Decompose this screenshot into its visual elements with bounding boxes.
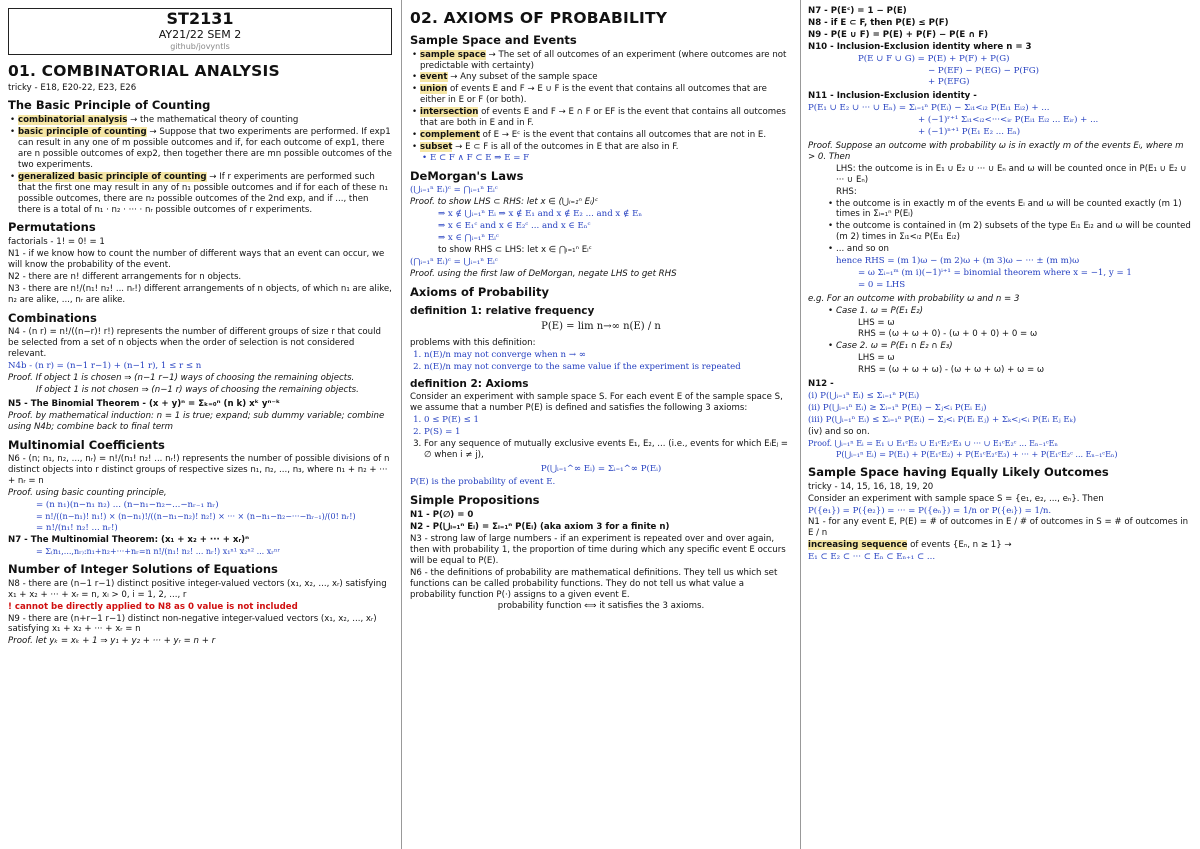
n10-formula: + P(EFG) (928, 77, 970, 88)
list-item (18, 115, 392, 126)
heading-multinomial: Multinomial Coefficients (8, 437, 165, 452)
multi-formula: = (n n₁)(n−n₁ n₂) ... (n−n₁−n₂−...−nᵣ₋₁ nᵣ) (36, 500, 219, 511)
heading-permutations: Permutations (8, 220, 96, 235)
multi-formula: = n!/(n₁! n₂! ... nᵣ!) (36, 523, 118, 534)
column-axioms (402, 0, 800, 849)
equal-line: tricky - 14, 15, 16, 18, 19, 20 (808, 481, 934, 492)
multinomial-theorem: N7 - The Multinomial Theorem: (x₁ + x₂ + ··· + xᵣ)ⁿ (8, 534, 249, 545)
heading-simple-propositions: Simple Propositions (410, 493, 540, 508)
example-line: RHS = (ω + ω + 0) - (ω + 0 + 0) + 0 = ω (858, 329, 1038, 340)
heading-def2: definition 2: Axioms (410, 377, 529, 390)
n12-line: (iv) and so on. (808, 426, 870, 437)
n11-title: N11 - Inclusion-Exclusion identity - (808, 91, 977, 102)
comb-line: N4 - (n r) = n!/((n−r)! r!) represents the number of different groups of size r that could be selected from a set of n objects when the order of selection is not considered relevant. (8, 327, 381, 360)
demorgan-step: ⇒ x ∈ ⋂ᵢ₌₁ⁿ Eᵢᶜ (438, 233, 499, 244)
def2-note: P(E) is the probability of event E. (410, 477, 556, 488)
list-item: • Case 2. ω = P(E₁ ∩ E₂ ∩ E₃) (836, 341, 1192, 352)
heading-equally-likely: Sample Space having Equally Likely Outcomes (808, 464, 1109, 479)
list-item: • E ⊂ F ∧ F ⊂ E ⇒ E = F (430, 153, 792, 164)
definition: of events {Eₙ, n ≥ 1} → (907, 540, 1012, 551)
n12-line: (i) P(⋃ᵢ₌₁ⁿ Eᵢ) ≤ Σᵢ₌₁ⁿ P(Eᵢ) (808, 391, 920, 401)
sub-list (420, 153, 792, 164)
n10-formula: − P(EF) − P(EG) − P(FG) (928, 65, 1039, 76)
warning-note: ! cannot be directly applied to N8 as 0 value is not included (8, 601, 298, 612)
demorgan-law-1: (⋃ᵢ₌₁ⁿ Eᵢ)ᶜ = ⋂ᵢ₌₁ⁿ Eᵢᶜ (410, 185, 498, 196)
list-item: • the outcome is contained in (m 2) subsets of the type Eᵢ₁ Eᵢ₂ and ω will be counted (m 2) times in Σᵢ₁<ᵢ₂ P(Eᵢ₁ Eᵢ₂) (836, 221, 1192, 243)
example-list (808, 306, 1192, 317)
proof-line: RHS: (836, 186, 857, 197)
column-propositions (800, 0, 1200, 849)
fit-wrapper (8, 8, 392, 647)
multi-formula: = n!/((n−n₁)! n₁!) × (n−n₁)!/((n−n₁−n₂)! n₂!) × ··· × (n−n₁−n₂−···−nᵣ₋₁)/(0! nᵣ!) (36, 511, 356, 521)
axiom3-formula: P(⋃ᵢ₌₁^∞ Eᵢ) = Σᵢ₌₁^∞ P(Eᵢ) (540, 463, 662, 474)
demorgan-step: ⇒ x ∉ ⋃ᵢ₌₁ⁿ Eᵢ ⇒ x ∉ E₁ and x ∉ E₂ ... and x ∉ Eₙ (438, 209, 643, 220)
demorgan-law-2: (⋂ᵢ₌₁ⁿ Eᵢ)ᶜ = ⋃ᵢ₌₁ⁿ Eᵢᶜ (410, 256, 498, 267)
heading-demorgan: DeMorgan's Laws (410, 168, 524, 183)
semester: AY21/22 SEM 2 (158, 28, 242, 42)
term: complement (420, 129, 480, 140)
example-line: LHS = ω (858, 317, 895, 328)
list-item: 2. P(S) = 1 (424, 427, 792, 438)
demorgan-proof: Proof. to show LHS ⊂ RHS: let x ∈ (⋃ᵢ₌₁ⁿ Eᵢ)ᶜ (410, 197, 599, 208)
n11-formula: P(E₁ ∪ E₂ ∪ ··· ∪ Eₙ) = Σᵢ₌₁ⁿ P(Eᵢ) − Σᵢ₁<ᵢ₂ P(Eᵢ₁ Eᵢ₂) + ... (808, 103, 1050, 114)
section-title-combinatorial: 01. COMBINATORIAL ANALYSIS (8, 61, 280, 80)
term: union (420, 84, 448, 95)
list-item: • ... and so on (836, 244, 1192, 255)
list-item: • the outcome is in exactly m of the events Eᵢ and ω will be counted exactly (m 1) times in Σᵢ₌₁ⁿ P(Eᵢ) (836, 199, 1192, 221)
n12-title: N12 - (808, 379, 834, 390)
fit-wrapper (808, 6, 1192, 563)
list-item (420, 72, 792, 83)
list-item (18, 172, 392, 216)
definition: → Suppose that two experiments are performed. If exp1 can result in any one of m possible outcomes and if, for each outcome of exp1, there are n possible outcomes of exp2, then together there are mn possible outcomes of the two experiments. (18, 127, 392, 170)
list-item (420, 130, 792, 141)
perm-line: N1 - if we know how to count the number of different ways that an event can occur, we will know the probability of the event. (8, 249, 385, 271)
definition: → The set of all outcomes of an experiment (where outcomes are not predictable with certainty) (420, 49, 787, 71)
prop-line: N1 - P(∅) = 0 (410, 510, 474, 521)
heading-combinations: Combinations (8, 310, 97, 325)
prop-line: N9 - P(E ∪ F) = P(E) + P(F) − P(E ∩ F) (808, 29, 989, 40)
def2-intro: Consider an experiment with sample space S. For each event E of the sample space S, we assume that a number P(E) is defined and satisfies the following 3 axioms: (410, 392, 783, 414)
term: intersection (420, 107, 479, 118)
perm-line: N2 - there are n! different arrangements for n objects. (8, 271, 242, 282)
term: generalized basic principle of counting (18, 171, 207, 182)
prop-line: N7 - P(Eᶜ) = 1 − P(E) (808, 6, 907, 16)
list-item (420, 142, 792, 164)
term: increasing sequence (808, 540, 908, 551)
heading-axioms: Axioms of Probability (410, 284, 549, 299)
definition: → If r experiments are performed such that the first one may result in any of n₁ possible outcomes and if for each of these n₁ possible outcomes, there are n₂ possible outcomes of the 2nd exp, and if ..., then there is a total of n₁ · n₂ · ··· · nᵣ possible outcomes of r experiments. (18, 171, 388, 215)
list-item: 3. For any sequence of mutually exclusive events E₁, E₂, ... (i.e., events for which EᵢEⱼ = ∅ when i ≠ j), (424, 439, 792, 461)
n11-formula: + (−1)ʳ⁺¹ Σᵢ₁<ᵢ₂<···<ᵢᵣ P(Eᵢ₁ Eᵢ₂ ... Eᵢᵣ) + ... (918, 115, 1099, 126)
list-item: 2. n(E)/n may not converge to the same value if the experiment is repeated (424, 362, 792, 373)
demorgan-step: to show RHS ⊂ LHS: let x ∈ ⋂ᵢ₌₁ⁿ Eᵢᶜ (438, 245, 592, 255)
multinomial-formula: = Σ₍n₁,...,nᵣ₎:n₁+n₂+···+nᵣ=n n!/(n₁! n₂! ... nᵣ!) x₁ⁿ¹ x₂ⁿ² ... xᵣⁿʳ (36, 546, 281, 556)
proof-list (808, 199, 1192, 256)
int-proof: Proof. let yₖ = xₖ + 1 ⇒ y₁ + y₂ + ··· + yᵣ = n + r (8, 636, 216, 647)
increasing-sequence-formula: E₁ ⊂ E₂ ⊂ ··· ⊂ Eₙ ⊂ Eₙ₊₁ ⊂ ... (808, 552, 936, 563)
int-line: N9 - there are (n+r−1 r−1) distinct non-negative integer-valued vectors (x₁, x₂, ..., xᵣ) satisfying x₁ + x₂ + ··· + xᵣ = n (8, 613, 377, 635)
heading-integer-solutions: Number of Integer Solutions of Equations (8, 562, 278, 577)
int-line: N8 - there are (n−1 r−1) distinct positive integer-valued vectors (x₁, x₂, ..., xᵣ) satisfying x₁ + x₂ + ··· + xᵣ = n, xᵢ > 0, i = 1, 2, ..., r (8, 578, 387, 600)
increasing-sequence-line (808, 540, 1192, 551)
list-item: • Case 1. ω = P(E₁ E₂) (836, 306, 1192, 317)
proof-end: = ω Σᵢ₌₁ᵐ (m i)(−1)ⁱ⁺¹ = binomial theorem where x = −1, y = 1 (858, 267, 1132, 278)
relative-frequency-formula: P(E) = lim n→∞ n(E) / n (541, 321, 661, 333)
course-code: ST2131 (166, 9, 234, 28)
example-line: LHS = ω (858, 353, 895, 364)
n12-proof: P(⋃ᵢ₌₁ⁿ Eᵢ) = P(E₁) + P(E₁ᶜE₂) + P(E₁ᶜE₂ᶜE₃) + ··· + P(E₁ᶜE₂ᶜ ... Eₙ₋₁ᶜEₙ) (836, 449, 1118, 459)
comb-formula: N4b - (n r) = (n−1 r−1) + (n−1 r), 1 ≤ r ≤ n (8, 361, 202, 372)
list-item (420, 50, 792, 72)
multi-proof: Proof. using basic counting principle, (8, 488, 167, 499)
def1-list (410, 350, 792, 373)
demorgan-proof-2: Proof. using the first law of DeMorgan, negate LHS to get RHS (410, 268, 677, 279)
equal-line: N1 - for any event E, P(E) = # of outcomes in E / # of outcomes in S = # of outcomes in E / n (808, 517, 1189, 539)
title-box (8, 8, 392, 55)
comb-proof: Proof. If object 1 is chosen ⇒ (n−1 r−1) ways of choosing the remaining objects. (8, 373, 355, 384)
tricky-list: tricky - E18, E20-22, E23, E26 (8, 82, 137, 93)
section-title-axioms: 02. AXIOMS OF PROBABILITY (410, 9, 668, 27)
n11-formula: + (−1)ⁿ⁺¹ P(E₁ E₂ ... Eₙ) (918, 127, 1021, 138)
heading-sample-space: Sample Space and Events (410, 32, 577, 47)
n12-proof: Proof. ⋃ᵢ₌₁ⁿ Eᵢ = E₁ ∪ E₁ᶜE₂ ∪ E₁ᶜE₂ᶜE₃ ∪ ··· ∪ E₁ᶜE₂ᶜ ... Eₙ₋₁ᶜEₙ (808, 438, 1058, 448)
heading-basic-counting: The Basic Principle of Counting (8, 98, 211, 113)
definition: → Any subset of the sample space (447, 72, 598, 83)
heading-def1: definition 1: relative frequency (410, 304, 595, 317)
perm-line: factorials - 1! = 0! = 1 (8, 237, 105, 248)
n12-line: (iii) P(⋃ᵢ₌₁ⁿ Eᵢ) ≤ Σᵢ₌₁ⁿ P(Eᵢ) − Σⱼ<ᵢ P(Eᵢ Eⱼ) + Σₖ<ⱼ<ᵢ P(Eᵢ Eⱼ Eₖ) (808, 414, 1077, 425)
sample-list (410, 50, 792, 164)
example-line: RHS = (ω + ω + ω) - (ω + ω + ω) + ω = ω (858, 365, 1045, 376)
perm-line: N3 - there are n!/(n₁! n₂! ... nᵣ!) different arrangements of n objects, of which n₁ are alike, n₂ are alike, ..., nᵣ are alike. (8, 283, 392, 305)
basic-list (8, 115, 392, 215)
comb-proof: If object 1 is not chosen ⇒ (n−1 r) ways of choosing the remaining objects. (36, 384, 359, 395)
proof-line: Proof. Suppose an outcome with probability ω is in exactly m of the events Eᵢ, where m > 0. Then (808, 140, 1184, 162)
prop-line: N8 - if E ⊂ F, then P(E) ≤ P(F) (808, 17, 949, 28)
prop-line: probability function ⟺ it satisfies the 3 axioms. (497, 601, 705, 612)
def1-problems: problems with this definition: (410, 337, 536, 348)
prop-line: N6 - the definitions of probability are mathematical definitions. They tell us which set functions can be called probability functions. They do not tell us what value a probability function P(·) assigns to a given event E. (410, 567, 778, 600)
equal-line: P({e₁}) = P({e₂}) = ··· = P({eₙ}) = 1/n or P({eᵢ}) = 1/n. (808, 505, 1052, 516)
example-intro: e.g. For an outcome with probability ω and n = 3 (808, 293, 1020, 304)
definition: of events E and F → E ∪ F is the event that contains all outcomes that are either in E or F (or both). (420, 84, 767, 106)
prop-line: N10 - Inclusion-Exclusion identity where n = 3 (808, 41, 1032, 52)
column-combinatorial (0, 0, 400, 849)
proof-end: hence RHS = (m 1)ω − (m 2)ω + (m 3)ω − ··· ± (m m)ω (836, 256, 1080, 267)
proof-end: = 0 = LHS (858, 279, 906, 290)
definition: of events E and F → E ∩ F or EF is the event that contains all outcomes that are both in E and in F. (420, 107, 786, 129)
list-item: 1. n(E)/n may not converge when n → ∞ (424, 350, 792, 361)
list-item (18, 127, 392, 171)
author-handle: github/jovyntls (170, 41, 230, 51)
term: sample space (420, 49, 486, 60)
term: event (420, 72, 448, 83)
prop-line: N2 - P(⋃ᵢ₌₁ⁿ Eᵢ) = Σᵢ₌₁ⁿ P(Eᵢ) (aka axiom 3 for a finite n) (410, 522, 670, 533)
list-item (420, 84, 792, 106)
multi-line: N6 - (n; n₁, n₂, ..., nᵣ) = n!/(n₁! n₂! ... nᵣ!) represents the number of possible divisions of n distinct objects into r distinct groups of respective sizes n₁, n₂, ..., n₃, where n₁ + n₂ + ··· + nᵣ = n (8, 454, 390, 487)
example-list (808, 341, 1192, 352)
list-item: 1. 0 ≤ P(E) ≤ 1 (424, 415, 792, 426)
demorgan-step: ⇒ x ∈ E₁ᶜ and x ∈ E₂ᶜ ... and x ∈ Eₙᶜ (438, 221, 591, 232)
definition: → E ⊂ F is all of the outcomes in E that are also in F. (452, 141, 679, 152)
binomial-theorem: N5 - The Binomial Theorem - (x + y)ⁿ = Σₖ₌₀ⁿ (n k) xᵏ yⁿ⁻ᵏ (8, 398, 281, 409)
prop-line: N3 - strong law of large numbers - if an experiment is repeated over and over again, then with probability 1, the proportion of time during which any specific event E occurs will be equal to P(E). (410, 533, 786, 566)
term: basic principle of counting (18, 127, 147, 138)
binomial-proof: Proof. by mathematical induction: n = 1 is true; expand; sub dummy variable; combine using N4b; combine back to final term (8, 410, 385, 432)
list-item (420, 107, 792, 129)
proof-line: LHS: the outcome is in E₁ ∪ E₂ ∪ ··· ∪ Eₙ and ω will be counted once in P(E₁ ∪ E₂ ∪ ··· ∪ Eₙ) (836, 163, 1187, 185)
term: subset (420, 141, 453, 152)
definition: of E → Eᶜ is the event that contains all outcomes that are not in E. (479, 129, 767, 140)
fit-wrapper (410, 10, 792, 612)
term: combinatorial analysis (18, 115, 128, 126)
def2-list (410, 415, 792, 461)
equal-line: Consider an experiment with sample space S = {e₁, e₂, ..., eₙ}. Then (808, 493, 1104, 504)
n12-line: (ii) P(⋃ᵢ₌₁ⁿ Eᵢ) ≥ Σᵢ₌₁ⁿ P(Eᵢ) − Σⱼ<ᵢ P(Eᵢ Eⱼ) (808, 402, 987, 413)
n10-formula: P(E ∪ F ∪ G) = P(E) + P(F) + P(G) (858, 53, 1010, 64)
definition: → the mathematical theory of counting (127, 115, 299, 126)
